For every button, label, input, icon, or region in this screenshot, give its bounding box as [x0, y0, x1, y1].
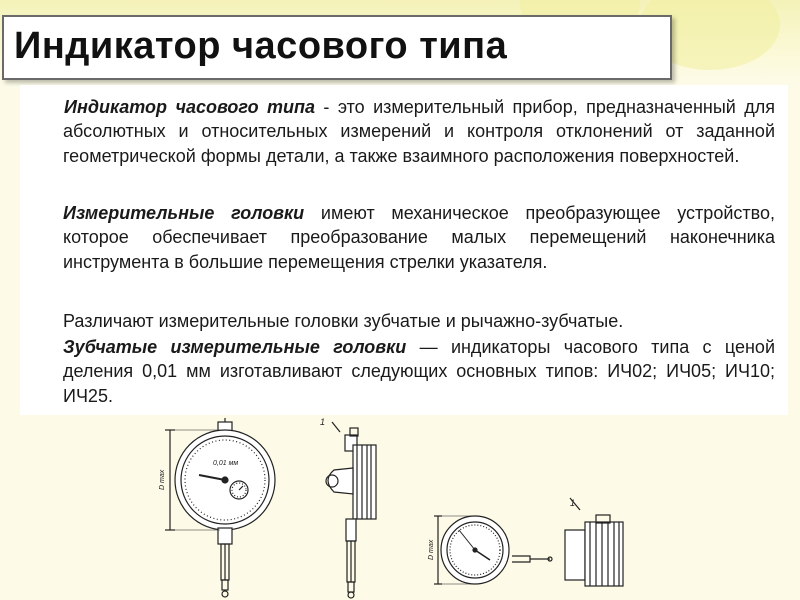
paragraph-gear-heads: [63, 335, 775, 408]
dial-indicator-drawings: [150, 410, 650, 600]
paragraph-types: [63, 309, 775, 333]
paragraph-lead: Измерительные головки: [63, 203, 305, 223]
paragraph-lead: Зубчатые измерительные головки: [63, 337, 407, 357]
page-title: Индикатор часового типа: [14, 25, 508, 67]
paragraph-heads: [63, 201, 775, 274]
paragraph-definition: [63, 95, 775, 168]
dimension-label: D max: [159, 469, 166, 490]
paragraph-text: — индикаторы часового типа с ценой деления 0,01 мм изготавливают следующих основных типов: ИЧ02; ИЧ05; ИЧ10; ИЧ25.: [63, 337, 775, 406]
callout-number: 1: [320, 417, 326, 427]
callout-number: 1: [570, 498, 576, 508]
paragraph-text: Различают измерительные головки зубчатые и рычажно-зубчатые.: [63, 311, 624, 331]
paragraph-lead: Индикатор часового типа: [64, 97, 315, 117]
dial-scale-label: 0,01 мм: [213, 460, 239, 467]
paragraph-text: - это измерительный прибор, предназначенный для абсолютных и относительных измерений и контроля отклонений от заданной геометрической формы детали, а также взаимного расположения поверхностей.: [63, 97, 775, 166]
dimension-label: D max: [428, 539, 435, 560]
title-box: [2, 15, 672, 80]
dial-side-view: [326, 422, 376, 598]
dial-side-small: [565, 498, 623, 586]
dial-front-small: [434, 516, 552, 584]
paragraph-text: имеют механическое преобразующее устройство, которое обеспечивает преобразование малых перемещений наконечника инструмента в большие перемещения стрелки указателя.: [63, 203, 775, 272]
content-panel: [20, 85, 788, 415]
dial-front-large: [165, 418, 275, 597]
